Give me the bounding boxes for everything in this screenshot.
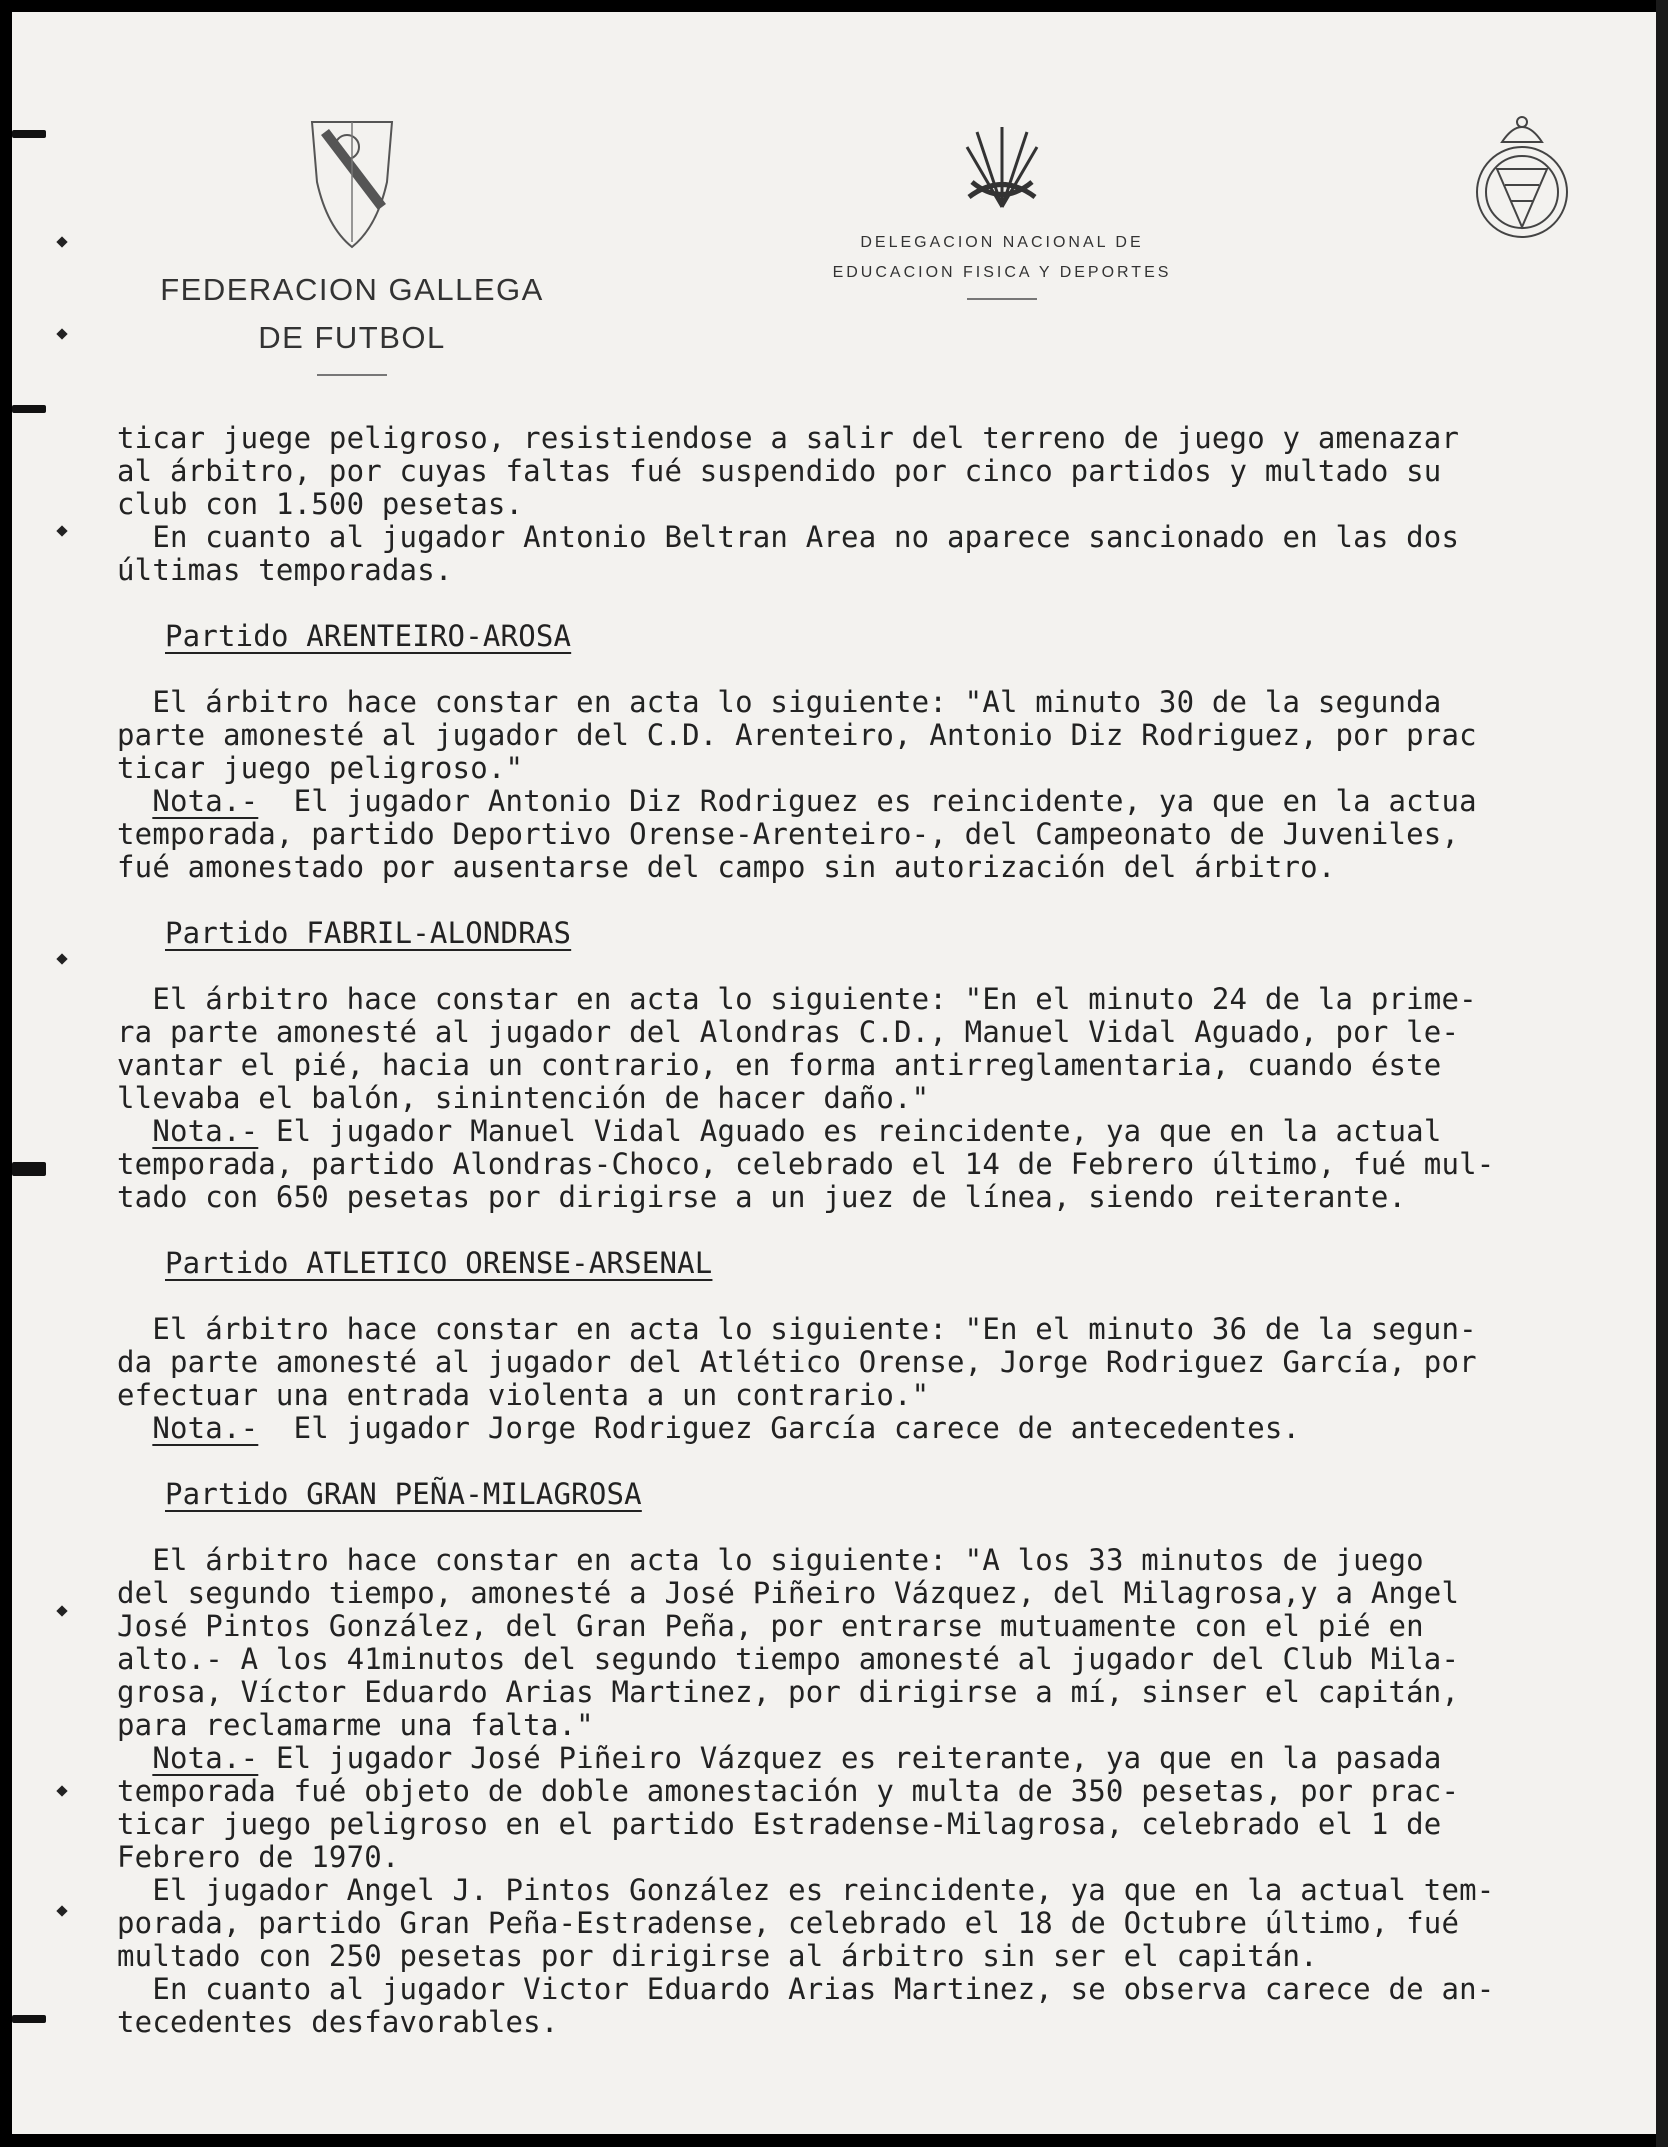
note-text: El jugador Jorge Rodriguez García carece de antecedentes.	[258, 1411, 1301, 1445]
scan-edge	[1656, 0, 1668, 2147]
section-heading-arenteiro-arosa: Partido ARENTEIRO-AROSA	[165, 619, 572, 653]
text-line: El árbitro hace constar en acta lo siguiente: "En el minuto 36 de la segun-	[117, 1312, 1477, 1346]
text-line: efectuar una entrada violenta a un contrario."	[117, 1378, 930, 1412]
text-line: ra parte amonesté al jugador del Alondras C.D., Manuel Vidal Aguado, por le-	[117, 1015, 1460, 1049]
text-line: En cuanto al jugador Victor Eduardo Arias Martinez, se observa carece de an-	[117, 1972, 1495, 2006]
text-line: últimas temporadas.	[117, 553, 453, 587]
note-line	[117, 1742, 1656, 1775]
text-line: del segundo tiempo, amonesté a José Piñeiro Vázquez, del Milagrosa,y a Angel	[117, 1576, 1460, 1610]
document-page	[12, 12, 1656, 2134]
text-line: El árbitro hace constar en acta lo siguiente: "Al minuto 30 de la segunda	[117, 685, 1442, 719]
note-text: El jugador Antonio Diz Rodriguez es reincidente, ya que en la actua	[258, 784, 1477, 818]
note-label: Nota.-	[152, 1741, 259, 1775]
text-line: vantar el pié, hacia un contrario, en forma antirreglamentaria, cuando éste	[117, 1048, 1442, 1082]
binder-punch-mark	[12, 130, 46, 138]
text-line: El árbitro hace constar en acta lo siguiente: "A los 33 minutos de juego	[117, 1543, 1424, 1577]
text-line: temporada, partido Deportivo Orense-Arenteiro-, del Campeonato de Juveniles,	[117, 817, 1460, 851]
delegation-name-line2: EDUCACION FISICA Y DEPORTES	[832, 264, 1172, 281]
text-line: tado con 650 pesetas por dirigirse a un juez de línea, siendo reiterante.	[117, 1180, 1407, 1214]
text-line: En cuanto al jugador Antonio Beltran Area no aparece sancionado en las dos	[117, 520, 1460, 554]
binder-punch-mark	[12, 1162, 46, 1176]
text-line: José Pintos González, del Gran Peña, por entrarse mutuamente con el pié en	[117, 1609, 1424, 1643]
note-label: Nota.-	[152, 1411, 259, 1445]
federation-name-line1: FEDERACION GALLEGA	[160, 272, 544, 307]
federation-name	[92, 266, 612, 362]
note-text: El jugador Manuel Vidal Aguado es reincidente, ya que en la actual	[258, 1114, 1442, 1148]
margin-mark	[56, 1785, 67, 1796]
text-line: ticar juege peligroso, resistiendose a salir del terreno de juego y amenazar	[117, 421, 1460, 455]
text-line: Febrero de 1970.	[117, 1840, 400, 1874]
federation-name-line2: DE FUTBOL	[258, 320, 446, 355]
text-line: da parte amonesté al jugador del Atlético Orense, Jorge Rodriguez García, por	[117, 1345, 1477, 1379]
federation-crest-icon	[307, 112, 397, 252]
delegation-letterhead	[782, 112, 1222, 300]
text-line: temporada, partido Alondras-Choco, celebrado el 14 de Febrero último, fué mul-	[117, 1147, 1495, 1181]
text-line: para reclamarme una falta."	[117, 1708, 594, 1742]
binder-punch-mark	[12, 2015, 46, 2023]
text-line: fué amonestado por ausentarse del campo sin autorización del árbitro.	[117, 850, 1336, 884]
delegation-name-line1: DELEGACION NACIONAL DE	[860, 234, 1144, 251]
text-line: El jugador Angel J. Pintos González es reincidente, ya que en la actual tem-	[117, 1873, 1495, 1907]
margin-mark	[56, 328, 67, 339]
text-line: al árbitro, por cuyas faltas fué suspendido por cinco partidos y multado su	[117, 454, 1442, 488]
note-line	[117, 1412, 1656, 1445]
note-label: Nota.-	[152, 1114, 259, 1148]
delegation-divider	[967, 298, 1037, 300]
document-body	[117, 422, 1656, 2039]
text-line: alto.- A los 41minutos del segundo tiempo amonesté al jugador del Club Mila-	[117, 1642, 1460, 1676]
text-line: multado con 250 pesetas por dirigirse al árbitro sin ser el capitán.	[117, 1939, 1318, 1973]
note-line	[117, 785, 1656, 818]
text-line: parte amonesté al jugador del C.D. Arenteiro, Antonio Diz Rodriguez, por prac	[117, 718, 1477, 752]
section-heading-atletico-orense-arsenal: Partido ATLETICO ORENSE-ARSENAL	[165, 1246, 713, 1280]
section-heading-fabril-alondras: Partido FABRIL-ALONDRAS	[165, 916, 572, 950]
text-line: porada, partido Gran Peña-Estradense, celebrado el 18 de Octubre último, fué	[117, 1906, 1460, 1940]
note-label: Nota.-	[152, 784, 259, 818]
text-line: tecedentes desfavorables.	[117, 2005, 559, 2039]
federation-letterhead	[92, 112, 612, 376]
note-text: El jugador José Piñeiro Vázquez es reiterante, ya que en la pasada	[258, 1741, 1442, 1775]
text-line: grosa, Víctor Eduardo Arias Martinez, por dirigirse a mí, sinser el capitán,	[117, 1675, 1460, 1709]
margin-mark	[56, 236, 67, 247]
text-line: club con 1.500 pesetas.	[117, 487, 524, 521]
yoke-and-arrows-emblem-icon	[947, 112, 1057, 222]
section-heading-gran-pena-milagrosa: Partido GRAN PEÑA-MILAGROSA	[165, 1477, 642, 1511]
note-line	[117, 1115, 1656, 1148]
binder-punch-mark	[12, 405, 46, 413]
text-line: El árbitro hace constar en acta lo siguiente: "En el minuto 24 de la prime-	[117, 982, 1477, 1016]
federation-divider	[317, 374, 387, 376]
royal-football-federation-crest-icon	[1467, 107, 1577, 247]
text-line: llevaba el balón, sinintención de hacer daño."	[117, 1081, 930, 1115]
text-line: ticar juego peligroso en el partido Estradense-Milagrosa, celebrado el 1 de	[117, 1807, 1442, 1841]
margin-mark	[56, 1905, 67, 1916]
margin-mark	[56, 1605, 67, 1616]
text-line: ticar juego peligroso."	[117, 751, 524, 785]
delegation-name	[782, 228, 1222, 288]
text-line: temporada fué objeto de doble amonestación y multa de 350 pesetas, por prac-	[117, 1774, 1460, 1808]
margin-mark	[56, 953, 67, 964]
margin-mark	[56, 525, 67, 536]
